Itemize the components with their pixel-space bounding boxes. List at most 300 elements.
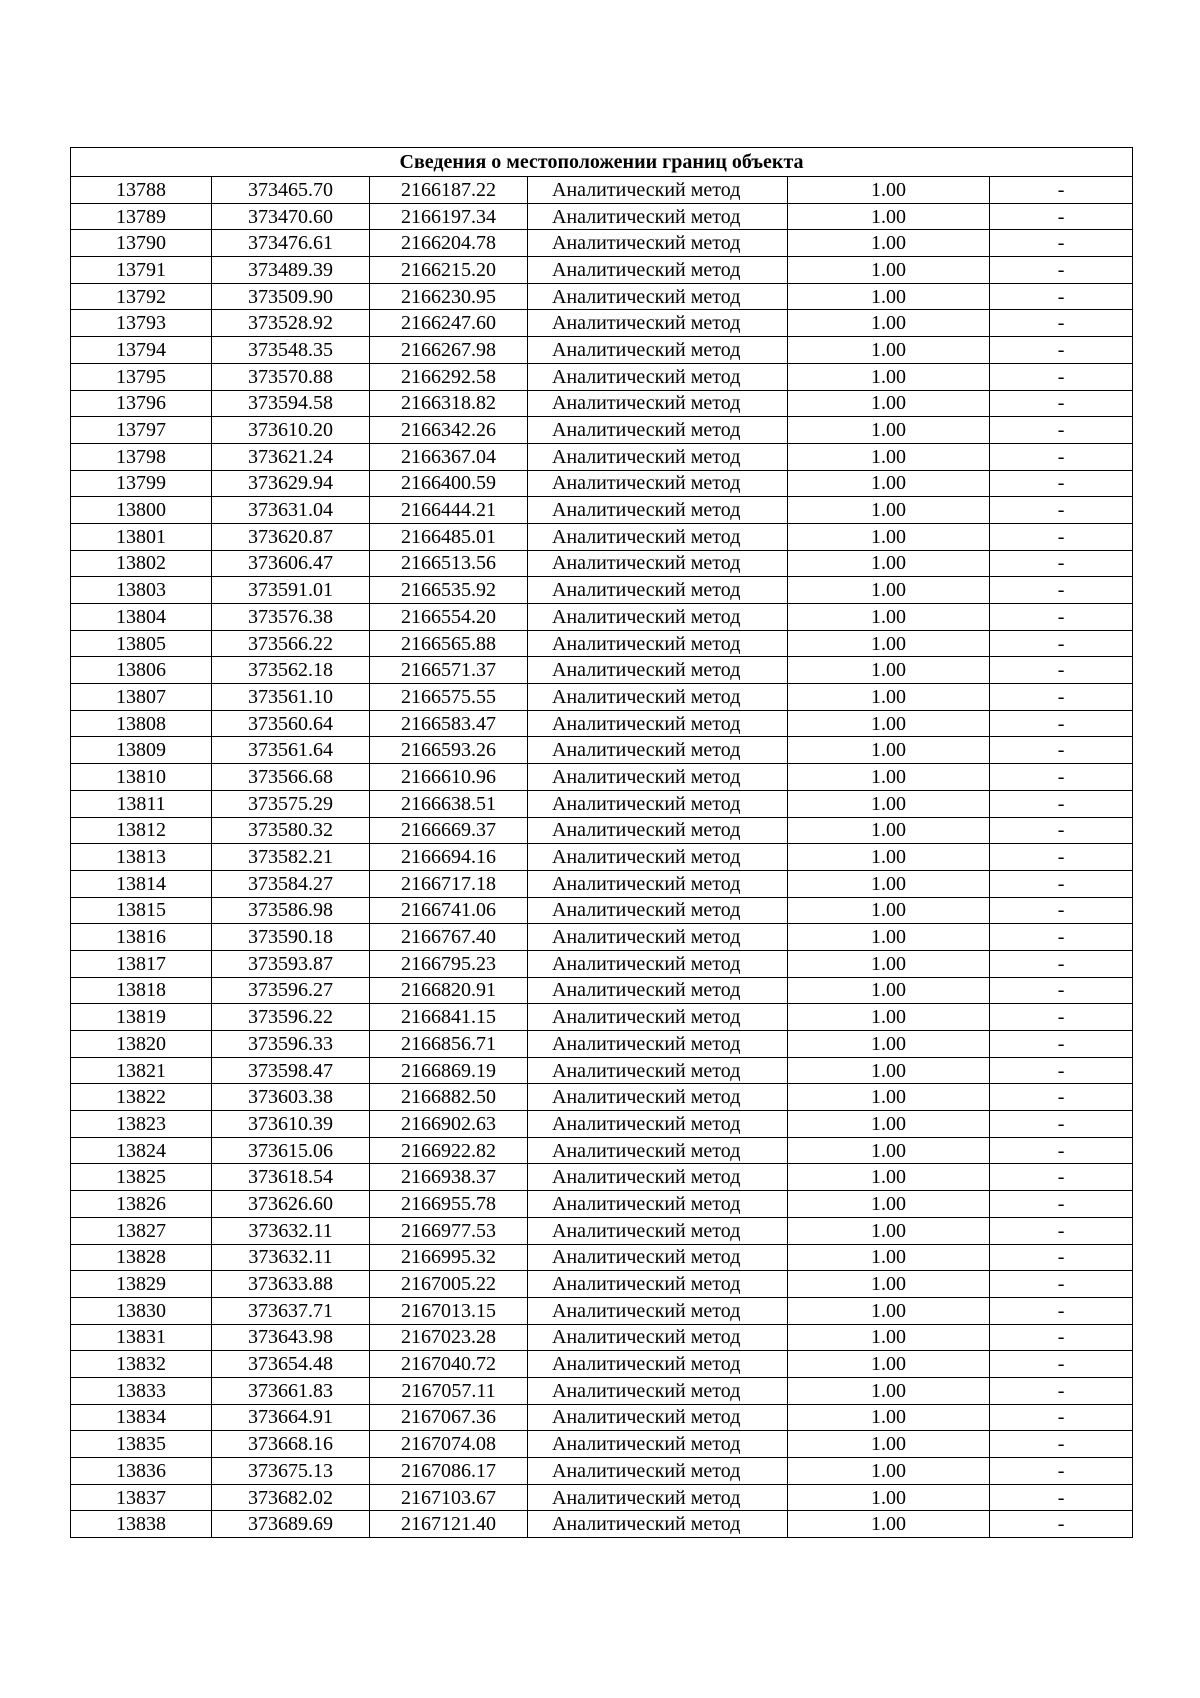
point-number-cell: 13805	[71, 630, 212, 657]
y-coordinate-cell: 2166583.47	[370, 710, 528, 737]
method-cell: Аналитический метод	[528, 390, 788, 417]
method-cell: Аналитический метод	[528, 1057, 788, 1084]
point-number-cell: 13789	[71, 203, 212, 230]
method-cell: Аналитический метод	[528, 604, 788, 631]
x-coordinate-cell: 373582.21	[212, 844, 370, 871]
x-coordinate-cell: 373610.39	[212, 1111, 370, 1138]
description-cell: -	[990, 790, 1133, 817]
method-cell: Аналитический метод	[528, 230, 788, 257]
x-coordinate-cell: 373590.18	[212, 924, 370, 951]
method-cell: Аналитический метод	[528, 924, 788, 951]
description-cell: -	[990, 1271, 1133, 1298]
point-number-cell: 13826	[71, 1191, 212, 1218]
x-coordinate-cell: 373489.39	[212, 257, 370, 284]
description-cell: -	[990, 1164, 1133, 1191]
method-cell: Аналитический метод	[528, 1111, 788, 1138]
table-row	[71, 1297, 1133, 1324]
method-cell: Аналитический метод	[528, 1404, 788, 1431]
table-row	[71, 950, 1133, 977]
method-cell: Аналитический метод	[528, 203, 788, 230]
description-cell: -	[990, 657, 1133, 684]
y-coordinate-cell: 2166820.91	[370, 977, 528, 1004]
method-cell: Аналитический метод	[528, 870, 788, 897]
point-number-cell: 13806	[71, 657, 212, 684]
point-number-cell: 13812	[71, 817, 212, 844]
description-cell: -	[990, 977, 1133, 1004]
description-cell: -	[990, 310, 1133, 337]
table-row	[71, 630, 1133, 657]
y-coordinate-cell: 2166342.26	[370, 417, 528, 444]
x-coordinate-cell: 373566.22	[212, 630, 370, 657]
point-number-cell: 13788	[71, 177, 212, 204]
description-cell: -	[990, 177, 1133, 204]
description-cell: -	[990, 550, 1133, 577]
accuracy-cell: 1.00	[788, 550, 990, 577]
point-number-cell: 13796	[71, 390, 212, 417]
point-number-cell: 13794	[71, 337, 212, 364]
y-coordinate-cell: 2167023.28	[370, 1324, 528, 1351]
method-cell: Аналитический метод	[528, 1297, 788, 1324]
method-cell: Аналитический метод	[528, 550, 788, 577]
method-cell: Аналитический метод	[528, 363, 788, 390]
point-number-cell: 13810	[71, 764, 212, 791]
accuracy-cell: 1.00	[788, 1351, 990, 1378]
point-number-cell: 13807	[71, 684, 212, 711]
x-coordinate-cell: 373621.24	[212, 443, 370, 470]
method-cell: Аналитический метод	[528, 1191, 788, 1218]
accuracy-cell: 1.00	[788, 1111, 990, 1138]
table-row	[71, 1458, 1133, 1485]
table-row	[71, 870, 1133, 897]
method-cell: Аналитический метод	[528, 1244, 788, 1271]
method-cell: Аналитический метод	[528, 764, 788, 791]
accuracy-cell: 1.00	[788, 337, 990, 364]
table-row	[71, 310, 1133, 337]
point-number-cell: 13821	[71, 1057, 212, 1084]
x-coordinate-cell: 373682.02	[212, 1484, 370, 1511]
y-coordinate-cell: 2166922.82	[370, 1137, 528, 1164]
x-coordinate-cell: 373596.33	[212, 1031, 370, 1058]
method-cell: Аналитический метод	[528, 950, 788, 977]
table-row	[71, 1404, 1133, 1431]
point-number-cell: 13793	[71, 310, 212, 337]
method-cell: Аналитический метод	[528, 630, 788, 657]
point-number-cell: 13837	[71, 1484, 212, 1511]
table-row	[71, 1431, 1133, 1458]
accuracy-cell: 1.00	[788, 310, 990, 337]
description-cell: -	[990, 417, 1133, 444]
y-coordinate-cell: 2167005.22	[370, 1271, 528, 1298]
point-number-cell: 13820	[71, 1031, 212, 1058]
table-row	[71, 523, 1133, 550]
description-cell: -	[990, 470, 1133, 497]
point-number-cell: 13804	[71, 604, 212, 631]
x-coordinate-cell: 373561.10	[212, 684, 370, 711]
table-row	[71, 1057, 1133, 1084]
point-number-cell: 13819	[71, 1004, 212, 1031]
point-number-cell: 13809	[71, 737, 212, 764]
x-coordinate-cell: 373548.35	[212, 337, 370, 364]
y-coordinate-cell: 2166856.71	[370, 1031, 528, 1058]
x-coordinate-cell: 373631.04	[212, 497, 370, 524]
y-coordinate-cell: 2166204.78	[370, 230, 528, 257]
table-row	[71, 1137, 1133, 1164]
x-coordinate-cell: 373689.69	[212, 1511, 370, 1538]
description-cell: -	[990, 1111, 1133, 1138]
accuracy-cell: 1.00	[788, 630, 990, 657]
y-coordinate-cell: 2166610.96	[370, 764, 528, 791]
x-coordinate-cell: 373596.22	[212, 1004, 370, 1031]
table-row	[71, 764, 1133, 791]
table-row	[71, 1031, 1133, 1058]
accuracy-cell: 1.00	[788, 177, 990, 204]
point-number-cell: 13790	[71, 230, 212, 257]
description-cell: -	[990, 1137, 1133, 1164]
table-row	[71, 1484, 1133, 1511]
point-number-cell: 13792	[71, 283, 212, 310]
point-number-cell: 13817	[71, 950, 212, 977]
table-row	[71, 1377, 1133, 1404]
table-row	[71, 390, 1133, 417]
description-cell: -	[990, 230, 1133, 257]
method-cell: Аналитический метод	[528, 1324, 788, 1351]
y-coordinate-cell: 2166869.19	[370, 1057, 528, 1084]
accuracy-cell: 1.00	[788, 844, 990, 871]
point-number-cell: 13815	[71, 897, 212, 924]
table-row	[71, 710, 1133, 737]
accuracy-cell: 1.00	[788, 523, 990, 550]
table-title: Сведения о местоположении границ объекта	[71, 148, 1133, 177]
description-cell: -	[990, 604, 1133, 631]
x-coordinate-cell: 373626.60	[212, 1191, 370, 1218]
method-cell: Аналитический метод	[528, 897, 788, 924]
point-number-cell: 13827	[71, 1217, 212, 1244]
x-coordinate-cell: 373586.98	[212, 897, 370, 924]
x-coordinate-cell: 373570.88	[212, 363, 370, 390]
x-coordinate-cell: 373560.64	[212, 710, 370, 737]
accuracy-cell: 1.00	[788, 1137, 990, 1164]
accuracy-cell: 1.00	[788, 924, 990, 951]
point-number-cell: 13811	[71, 790, 212, 817]
method-cell: Аналитический метод	[528, 257, 788, 284]
accuracy-cell: 1.00	[788, 283, 990, 310]
description-cell: -	[990, 523, 1133, 550]
description-cell: -	[990, 363, 1133, 390]
description-cell: -	[990, 1004, 1133, 1031]
table-row	[71, 604, 1133, 631]
method-cell: Аналитический метод	[528, 737, 788, 764]
description-cell: -	[990, 1377, 1133, 1404]
accuracy-cell: 1.00	[788, 203, 990, 230]
description-cell: -	[990, 1484, 1133, 1511]
point-number-cell: 13834	[71, 1404, 212, 1431]
description-cell: -	[990, 283, 1133, 310]
x-coordinate-cell: 373654.48	[212, 1351, 370, 1378]
accuracy-cell: 1.00	[788, 1191, 990, 1218]
table-row	[71, 1164, 1133, 1191]
y-coordinate-cell: 2166575.55	[370, 684, 528, 711]
accuracy-cell: 1.00	[788, 1164, 990, 1191]
x-coordinate-cell: 373561.64	[212, 737, 370, 764]
method-cell: Аналитический метод	[528, 977, 788, 1004]
accuracy-cell: 1.00	[788, 1004, 990, 1031]
x-coordinate-cell: 373509.90	[212, 283, 370, 310]
point-number-cell: 13830	[71, 1297, 212, 1324]
y-coordinate-cell: 2166638.51	[370, 790, 528, 817]
x-coordinate-cell: 373610.20	[212, 417, 370, 444]
description-cell: -	[990, 497, 1133, 524]
y-coordinate-cell: 2166565.88	[370, 630, 528, 657]
y-coordinate-cell: 2166215.20	[370, 257, 528, 284]
point-number-cell: 13822	[71, 1084, 212, 1111]
y-coordinate-cell: 2166554.20	[370, 604, 528, 631]
method-cell: Аналитический метод	[528, 1484, 788, 1511]
point-number-cell: 13801	[71, 523, 212, 550]
accuracy-cell: 1.00	[788, 470, 990, 497]
x-coordinate-cell: 373576.38	[212, 604, 370, 631]
description-cell: -	[990, 950, 1133, 977]
table-row	[71, 337, 1133, 364]
description-cell: -	[990, 1431, 1133, 1458]
accuracy-cell: 1.00	[788, 443, 990, 470]
x-coordinate-cell: 373528.92	[212, 310, 370, 337]
x-coordinate-cell: 373476.61	[212, 230, 370, 257]
y-coordinate-cell: 2166400.59	[370, 470, 528, 497]
description-cell: -	[990, 684, 1133, 711]
y-coordinate-cell: 2166367.04	[370, 443, 528, 470]
point-number-cell: 13818	[71, 977, 212, 1004]
table-row	[71, 844, 1133, 871]
point-number-cell: 13799	[71, 470, 212, 497]
accuracy-cell: 1.00	[788, 1297, 990, 1324]
y-coordinate-cell: 2166795.23	[370, 950, 528, 977]
method-cell: Аналитический метод	[528, 1458, 788, 1485]
point-number-cell: 13824	[71, 1137, 212, 1164]
table-row	[71, 897, 1133, 924]
y-coordinate-cell: 2166485.01	[370, 523, 528, 550]
point-number-cell: 13795	[71, 363, 212, 390]
description-cell: -	[990, 764, 1133, 791]
description-cell: -	[990, 1351, 1133, 1378]
description-cell: -	[990, 1057, 1133, 1084]
x-coordinate-cell: 373470.60	[212, 203, 370, 230]
y-coordinate-cell: 2166694.16	[370, 844, 528, 871]
y-coordinate-cell: 2167103.67	[370, 1484, 528, 1511]
accuracy-cell: 1.00	[788, 977, 990, 1004]
description-cell: -	[990, 1191, 1133, 1218]
accuracy-cell: 1.00	[788, 577, 990, 604]
y-coordinate-cell: 2166187.22	[370, 177, 528, 204]
method-cell: Аналитический метод	[528, 1511, 788, 1538]
accuracy-cell: 1.00	[788, 1031, 990, 1058]
description-cell: -	[990, 630, 1133, 657]
y-coordinate-cell: 2166938.37	[370, 1164, 528, 1191]
y-coordinate-cell: 2166593.26	[370, 737, 528, 764]
table-row	[71, 790, 1133, 817]
method-cell: Аналитический метод	[528, 523, 788, 550]
description-cell: -	[990, 390, 1133, 417]
y-coordinate-cell: 2167067.36	[370, 1404, 528, 1431]
description-cell: -	[990, 897, 1133, 924]
accuracy-cell: 1.00	[788, 1484, 990, 1511]
accuracy-cell: 1.00	[788, 764, 990, 791]
method-cell: Аналитический метод	[528, 177, 788, 204]
x-coordinate-cell: 373562.18	[212, 657, 370, 684]
accuracy-cell: 1.00	[788, 1084, 990, 1111]
table-row	[71, 1084, 1133, 1111]
accuracy-cell: 1.00	[788, 1377, 990, 1404]
point-number-cell: 13813	[71, 844, 212, 871]
table-row	[71, 443, 1133, 470]
y-coordinate-cell: 2166535.92	[370, 577, 528, 604]
method-cell: Аналитический метод	[528, 1137, 788, 1164]
x-coordinate-cell: 373596.27	[212, 977, 370, 1004]
method-cell: Аналитический метод	[528, 577, 788, 604]
table-row	[71, 1111, 1133, 1138]
x-coordinate-cell: 373606.47	[212, 550, 370, 577]
description-cell: -	[990, 203, 1133, 230]
table-row	[71, 1004, 1133, 1031]
x-coordinate-cell: 373598.47	[212, 1057, 370, 1084]
accuracy-cell: 1.00	[788, 737, 990, 764]
y-coordinate-cell: 2166571.37	[370, 657, 528, 684]
x-coordinate-cell: 373584.27	[212, 870, 370, 897]
point-number-cell: 13808	[71, 710, 212, 737]
method-cell: Аналитический метод	[528, 1084, 788, 1111]
accuracy-cell: 1.00	[788, 817, 990, 844]
accuracy-cell: 1.00	[788, 950, 990, 977]
x-coordinate-cell: 373661.83	[212, 1377, 370, 1404]
x-coordinate-cell: 373591.01	[212, 577, 370, 604]
point-number-cell: 13825	[71, 1164, 212, 1191]
table-row	[71, 203, 1133, 230]
y-coordinate-cell: 2166741.06	[370, 897, 528, 924]
point-number-cell: 13798	[71, 443, 212, 470]
description-cell: -	[990, 1217, 1133, 1244]
point-number-cell: 13816	[71, 924, 212, 951]
method-cell: Аналитический метод	[528, 337, 788, 364]
method-cell: Аналитический метод	[528, 1431, 788, 1458]
y-coordinate-cell: 2166247.60	[370, 310, 528, 337]
y-coordinate-cell: 2166902.63	[370, 1111, 528, 1138]
x-coordinate-cell: 373580.32	[212, 817, 370, 844]
x-coordinate-cell: 373575.29	[212, 790, 370, 817]
accuracy-cell: 1.00	[788, 710, 990, 737]
point-number-cell: 13791	[71, 257, 212, 284]
table-body	[71, 177, 1133, 1538]
x-coordinate-cell: 373632.11	[212, 1217, 370, 1244]
description-cell: -	[990, 817, 1133, 844]
x-coordinate-cell: 373594.58	[212, 390, 370, 417]
table-row	[71, 1351, 1133, 1378]
point-number-cell: 13802	[71, 550, 212, 577]
method-cell: Аналитический метод	[528, 710, 788, 737]
point-number-cell: 13829	[71, 1271, 212, 1298]
table-row	[71, 1191, 1133, 1218]
table-row	[71, 817, 1133, 844]
y-coordinate-cell: 2166267.98	[370, 337, 528, 364]
boundary-coordinates-table	[70, 147, 1133, 1538]
accuracy-cell: 1.00	[788, 1511, 990, 1538]
x-coordinate-cell: 373643.98	[212, 1324, 370, 1351]
accuracy-cell: 1.00	[788, 1057, 990, 1084]
accuracy-cell: 1.00	[788, 1431, 990, 1458]
table-row	[71, 550, 1133, 577]
point-number-cell: 13803	[71, 577, 212, 604]
method-cell: Аналитический метод	[528, 497, 788, 524]
description-cell: -	[990, 1511, 1133, 1538]
accuracy-cell: 1.00	[788, 790, 990, 817]
description-cell: -	[990, 1297, 1133, 1324]
method-cell: Аналитический метод	[528, 817, 788, 844]
point-number-cell: 13828	[71, 1244, 212, 1271]
description-cell: -	[990, 870, 1133, 897]
y-coordinate-cell: 2166444.21	[370, 497, 528, 524]
method-cell: Аналитический метод	[528, 1377, 788, 1404]
method-cell: Аналитический метод	[528, 310, 788, 337]
y-coordinate-cell: 2166318.82	[370, 390, 528, 417]
y-coordinate-cell: 2166197.34	[370, 203, 528, 230]
accuracy-cell: 1.00	[788, 230, 990, 257]
accuracy-cell: 1.00	[788, 1271, 990, 1298]
method-cell: Аналитический метод	[528, 844, 788, 871]
x-coordinate-cell: 373615.06	[212, 1137, 370, 1164]
method-cell: Аналитический метод	[528, 790, 788, 817]
accuracy-cell: 1.00	[788, 363, 990, 390]
method-cell: Аналитический метод	[528, 443, 788, 470]
table-row	[71, 737, 1133, 764]
accuracy-cell: 1.00	[788, 870, 990, 897]
table-row	[71, 257, 1133, 284]
y-coordinate-cell: 2167086.17	[370, 1458, 528, 1485]
accuracy-cell: 1.00	[788, 604, 990, 631]
accuracy-cell: 1.00	[788, 1244, 990, 1271]
y-coordinate-cell: 2166995.32	[370, 1244, 528, 1271]
accuracy-cell: 1.00	[788, 684, 990, 711]
x-coordinate-cell: 373618.54	[212, 1164, 370, 1191]
description-cell: -	[990, 257, 1133, 284]
table-row	[71, 470, 1133, 497]
table-row	[71, 684, 1133, 711]
accuracy-cell: 1.00	[788, 417, 990, 444]
table-row	[71, 1271, 1133, 1298]
y-coordinate-cell: 2166882.50	[370, 1084, 528, 1111]
description-cell: -	[990, 577, 1133, 604]
method-cell: Аналитический метод	[528, 684, 788, 711]
accuracy-cell: 1.00	[788, 390, 990, 417]
table-row	[71, 657, 1133, 684]
description-cell: -	[990, 710, 1133, 737]
description-cell: -	[990, 337, 1133, 364]
table-row	[71, 924, 1133, 951]
x-coordinate-cell: 373633.88	[212, 1271, 370, 1298]
x-coordinate-cell: 373664.91	[212, 1404, 370, 1431]
description-cell: -	[990, 1458, 1133, 1485]
method-cell: Аналитический метод	[528, 657, 788, 684]
point-number-cell: 13797	[71, 417, 212, 444]
accuracy-cell: 1.00	[788, 497, 990, 524]
method-cell: Аналитический метод	[528, 417, 788, 444]
y-coordinate-cell: 2166767.40	[370, 924, 528, 951]
table-row	[71, 1244, 1133, 1271]
accuracy-cell: 1.00	[788, 1458, 990, 1485]
y-coordinate-cell: 2166955.78	[370, 1191, 528, 1218]
x-coordinate-cell: 373675.13	[212, 1458, 370, 1485]
point-number-cell: 13836	[71, 1458, 212, 1485]
description-cell: -	[990, 1084, 1133, 1111]
y-coordinate-cell: 2166292.58	[370, 363, 528, 390]
x-coordinate-cell: 373603.38	[212, 1084, 370, 1111]
